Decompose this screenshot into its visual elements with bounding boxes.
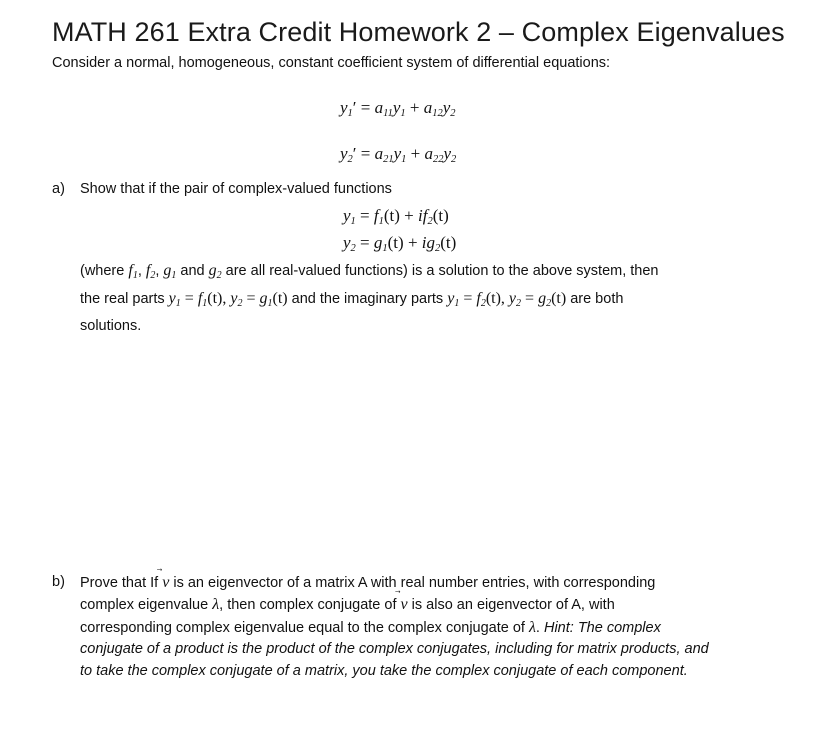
part-b-line-3: corresponding complex eigenvalue equal to the complex conjugate of λ. Hint: The complex [80, 619, 661, 636]
lambda-symbol: λ [212, 596, 220, 613]
vector-v-symbol: v [162, 574, 170, 591]
part-a-line-2: (where $f_1$, $f_2$, $g_1$ and $g_2$ are all real-valued functions) is a solution to the above system, then [80, 262, 659, 281]
part-a-line-1: Show that if the pair of complex-valued functions [80, 181, 392, 197]
solution-equation-2: $y_2 = g_1(t) + ig_2(t)$ [343, 233, 457, 254]
part-b-line-4: conjugate of a product is the product of the complex conjugates, including for matrix products, and [80, 641, 709, 657]
part-a-label: a) [52, 181, 65, 197]
lambda-symbol: λ [528, 619, 536, 636]
page-title: MATH 261 Extra Credit Homework 2 – Complex Eigenvalues [52, 17, 785, 47]
system-equation-2: $y_2' = a_{21}y_1 + a_{22}y_2$ [340, 144, 457, 165]
part-b-label: b) [52, 574, 65, 590]
intro-text: Consider a normal, homogeneous, constant coefficient system of differential equations: [52, 55, 611, 71]
part-b-line-2: complex eigenvalue λ, then complex conjugate of v is also an eigenvector of A, with [80, 596, 615, 613]
part-a-line-3: the real parts $y_1 = f_1(t)$, $y_2 = g_1(t)$ and the imaginary parts $y_1 = f_2(t)$, $y_2 = g_2(t)$ are both [80, 290, 624, 309]
part-b-line-1: Prove that If v is an eigenvector of a matrix A with real number entries, with corresponding [80, 574, 656, 591]
solution-equation-1: $y_1 = f_1(t) + if_2(t)$ [343, 206, 449, 227]
part-a-line-4: solutions. [80, 318, 142, 334]
vector-v-symbol: v [400, 596, 408, 613]
system-equation-1: $y_1' = a_{11}y_1 + a_{12}y_2$ [340, 98, 456, 119]
part-b-line-5: to take the complex conjugate of a matrix, you take the complex conjugate of each component. [80, 663, 688, 679]
